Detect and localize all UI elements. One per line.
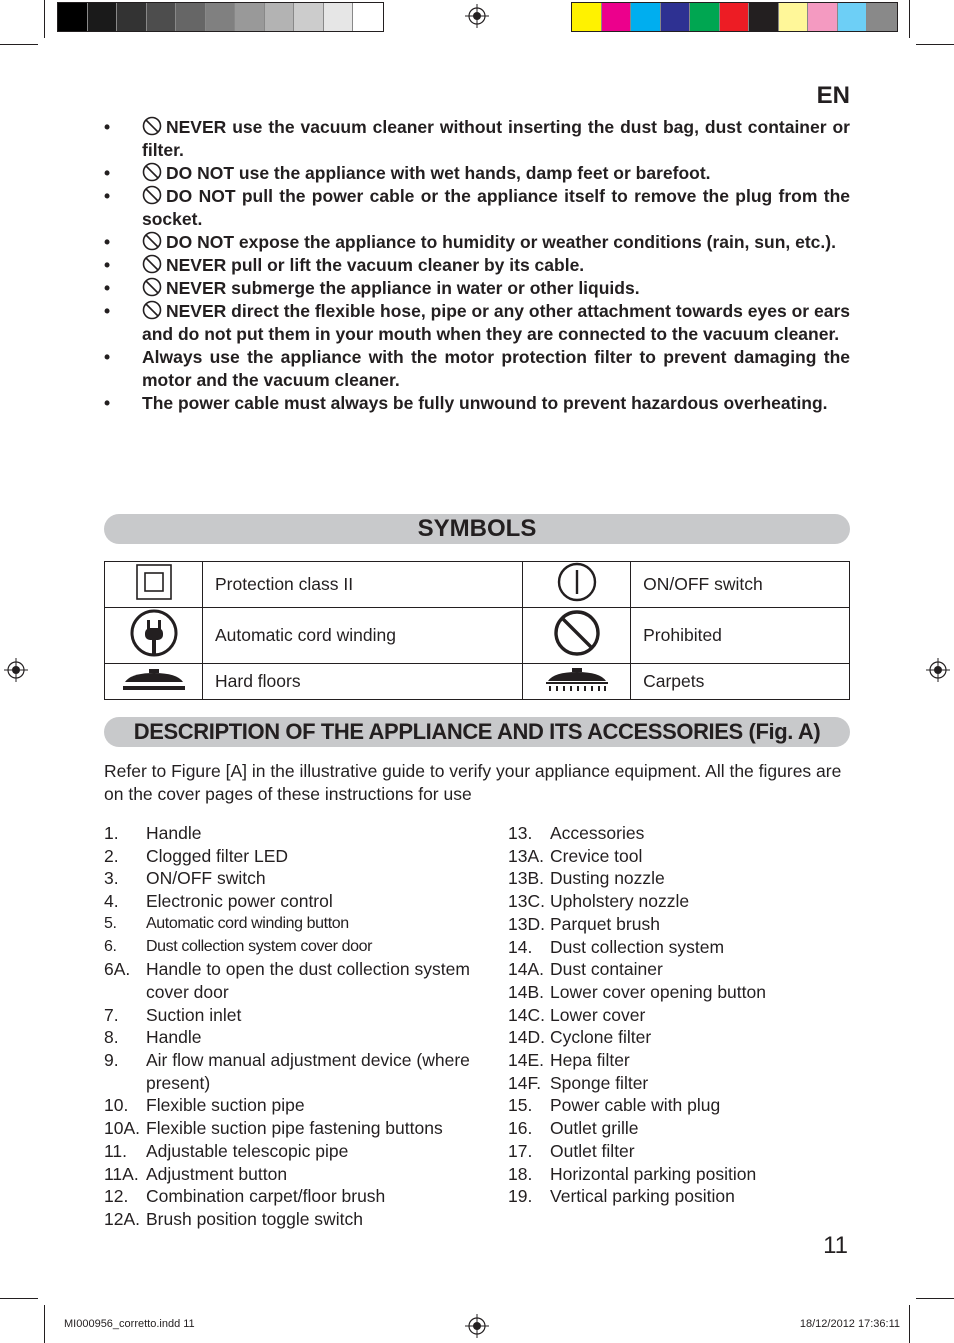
list-item <box>508 958 848 981</box>
color-swatch <box>324 3 354 31</box>
print-timestamp: 18/12/2012 17:36:11 <box>799 1318 900 1330</box>
list-item <box>104 1140 499 1163</box>
cmyk-color-bar <box>571 2 898 32</box>
warning-text: NEVER pull or lift the vacuum cleaner by its cable. <box>166 255 585 275</box>
color-swatch <box>353 3 383 31</box>
item-number: 13D. <box>508 913 545 934</box>
item-number: 14E. <box>508 1050 544 1071</box>
symbols-heading: SYMBOLS <box>104 514 850 544</box>
bullet: • <box>104 163 111 183</box>
bullet: • <box>104 186 111 206</box>
parts-list-right <box>508 822 848 1208</box>
registration-mark-icon <box>465 4 489 28</box>
item-label: Lower cover opening button <box>550 981 766 1002</box>
color-swatch <box>749 3 779 31</box>
list-item <box>104 867 499 890</box>
item-label: Flexible suction pipe fastening buttons <box>146 1118 443 1139</box>
item-number: 14A. <box>508 959 544 980</box>
list-item <box>508 1163 848 1186</box>
list-item <box>508 1117 848 1140</box>
list-item <box>104 1185 499 1208</box>
item-label: Air flow manual adjustment device (where present) <box>146 1050 470 1093</box>
warning-item <box>104 346 850 392</box>
symbols-table <box>104 561 850 700</box>
hard-floor-icon <box>121 666 187 692</box>
color-swatch <box>265 3 295 31</box>
item-label: Dusting nozzle <box>550 868 665 889</box>
symbols-row <box>105 608 850 664</box>
list-item <box>104 1094 499 1117</box>
item-label: Combination carpet/floor brush <box>146 1186 386 1207</box>
crop-mark <box>0 44 38 45</box>
color-swatch <box>867 3 897 31</box>
carpet-icon <box>544 665 610 693</box>
item-label: Suction inlet <box>146 1004 242 1025</box>
bullet: • <box>104 301 111 321</box>
item-number: 4. <box>104 891 119 912</box>
warning-item <box>104 254 850 277</box>
item-number: 1. <box>104 823 119 843</box>
color-swatch <box>720 3 750 31</box>
prohibited-icon <box>142 116 162 136</box>
color-swatch <box>294 3 324 31</box>
item-label: Cyclone filter <box>550 1027 652 1048</box>
warning-item <box>104 277 850 300</box>
list-item <box>508 913 848 936</box>
item-label: Automatic cord winding button <box>146 914 349 932</box>
item-label: Parquet brush <box>550 913 660 934</box>
prohibited-icon <box>142 300 162 320</box>
bullet: • <box>104 232 111 252</box>
item-number: 6A. <box>104 959 131 980</box>
registration-mark-icon <box>465 1314 489 1338</box>
prohibited-icon <box>142 185 162 205</box>
cord-winding-icon <box>129 608 179 658</box>
symbols-row <box>105 664 850 700</box>
item-number: 14. <box>508 936 533 957</box>
item-number: 14F. <box>508 1072 542 1093</box>
bullet: • <box>104 347 111 367</box>
prohibited-icon <box>142 254 162 274</box>
item-number: 11. <box>104 1140 128 1161</box>
item-label: Dust container <box>550 959 663 980</box>
list-item <box>508 1049 848 1072</box>
item-label: Clogged filter LED <box>146 845 289 866</box>
warning-item <box>104 231 850 254</box>
item-label: Handle <box>146 1027 202 1048</box>
item-number: 10A. <box>104 1118 140 1139</box>
list-item <box>104 845 499 868</box>
item-label: Horizontal parking position <box>550 1163 757 1184</box>
prohibited-icon <box>142 277 162 297</box>
warning-text: DO NOT pull the power cable or the appliance itself to remove the plug from the socket. <box>142 186 850 229</box>
protection-class-ii-icon <box>136 564 172 600</box>
list-item <box>104 1117 499 1140</box>
item-label: Brush position toggle switch <box>146 1208 363 1229</box>
symbol-label: Prohibited <box>631 608 850 664</box>
symbols-row <box>105 562 850 608</box>
color-swatch <box>838 3 868 31</box>
item-label: ON/OFF switch <box>146 868 266 889</box>
list-item <box>508 890 848 913</box>
color-swatch <box>235 3 265 31</box>
registration-mark-icon <box>926 658 950 682</box>
bullet: • <box>104 278 111 298</box>
item-label: Flexible suction pipe <box>146 1095 305 1116</box>
item-number: 13B. <box>508 868 544 889</box>
item-label: Crevice tool <box>550 845 643 866</box>
item-number: 3. <box>104 868 119 889</box>
symbol-label: ON/OFF switch <box>631 562 850 608</box>
list-item <box>508 981 848 1004</box>
color-swatch <box>58 3 88 31</box>
list-item <box>104 1026 499 1049</box>
item-label: Sponge filter <box>550 1072 649 1093</box>
item-number: 8. <box>104 1027 119 1048</box>
item-label: Upholstery nozzle <box>550 891 690 912</box>
item-label: Dust collection system <box>550 936 725 957</box>
warning-item <box>104 185 850 231</box>
item-number: 13C. <box>508 891 545 912</box>
list-item <box>104 1049 499 1094</box>
item-number: 13. <box>508 823 533 843</box>
item-number: 13A. <box>508 845 544 866</box>
item-number: 5. <box>104 914 117 932</box>
registration-mark-icon <box>4 658 28 682</box>
color-swatch <box>631 3 661 31</box>
crop-mark <box>916 1298 954 1299</box>
color-swatch <box>88 3 118 31</box>
symbol-label: Hard floors <box>203 664 523 700</box>
bullet: • <box>104 393 111 413</box>
item-number: 10. <box>104 1095 129 1116</box>
warning-item <box>104 392 850 415</box>
item-number: 12. <box>104 1186 129 1207</box>
list-item <box>508 867 848 890</box>
item-label: Accessories <box>550 823 645 843</box>
warning-item <box>104 300 850 346</box>
color-swatch <box>661 3 691 31</box>
list-item <box>104 822 499 845</box>
prohibited-icon <box>142 231 162 251</box>
item-number: 7. <box>104 1004 119 1025</box>
warning-text: NEVER submerge the appliance in water or other liquids. <box>166 278 640 298</box>
list-item <box>508 1026 848 1049</box>
item-label: Dust collection system cover door <box>146 937 373 955</box>
color-swatch <box>690 3 720 31</box>
item-number: 14B. <box>508 981 544 1002</box>
symbol-label: Automatic cord winding <box>203 608 523 664</box>
safety-warnings-list <box>104 116 850 415</box>
warning-text: DO NOT use the appliance with wet hands, damp feet or barefoot. <box>166 163 711 183</box>
item-number: 15. <box>508 1095 533 1116</box>
item-number: 2. <box>104 845 119 866</box>
crop-mark <box>909 1305 910 1343</box>
page-number: 11 <box>823 1232 848 1259</box>
item-label: Power cable with plug <box>550 1095 721 1116</box>
warning-text: NEVER use the vacuum cleaner without inserting the dust bag, dust container or filter. <box>142 117 850 160</box>
file-name: MI000956_corretto.indd 11 <box>64 1318 195 1330</box>
item-label: Handle <box>146 823 202 843</box>
color-swatch <box>808 3 838 31</box>
item-number: 14D. <box>508 1027 545 1048</box>
description-heading: DESCRIPTION OF THE APPLIANCE AND ITS ACCESSORIES (Fig. A) <box>104 717 850 747</box>
on-off-switch-icon <box>557 562 597 602</box>
list-item <box>508 1140 848 1163</box>
list-item <box>508 1004 848 1027</box>
bullet: • <box>104 255 111 275</box>
color-swatch <box>779 3 809 31</box>
list-item <box>104 958 499 1003</box>
list-item <box>508 845 848 868</box>
list-item <box>104 890 499 913</box>
color-swatch <box>117 3 147 31</box>
list-item <box>508 1072 848 1095</box>
list-item <box>104 913 499 936</box>
warning-text: DO NOT expose the appliance to humidity or weather conditions (rain, sun, etc.). <box>166 232 836 252</box>
language-code: EN <box>816 82 850 109</box>
item-number: 6. <box>104 937 117 955</box>
crop-mark <box>909 0 910 38</box>
item-label: Outlet grille <box>550 1118 639 1139</box>
symbol-label: Protection class II <box>203 562 523 608</box>
list-item <box>508 1185 848 1208</box>
list-item <box>508 1094 848 1117</box>
item-label: Handle to open the dust collection system cover door <box>146 959 470 1002</box>
warning-text: Always use the appliance with the motor protection filter to prevent damaging the motor and the vacuum cleaner. <box>142 347 850 390</box>
bullet: • <box>104 117 111 137</box>
prohibited-icon <box>142 162 162 182</box>
item-label: Electronic power control <box>146 891 333 912</box>
list-item <box>104 936 499 959</box>
description-intro: Refer to Figure [A] in the illustrative guide to verify your appliance equipment. All the figures are on the cover pages of these instructions for use <box>104 761 842 804</box>
list-item <box>104 1004 499 1027</box>
warning-item <box>104 162 850 185</box>
warning-item <box>104 116 850 162</box>
warning-text: NEVER direct the flexible hose, pipe or any other attachment towards eyes or ears and do not put them in your mouth when they are connected to the vacuum cleaner. <box>142 301 850 344</box>
item-label: Adjustment button <box>146 1163 288 1184</box>
grayscale-color-bar <box>57 2 384 32</box>
item-number: 18. <box>508 1163 533 1184</box>
item-number: 19. <box>508 1186 533 1207</box>
list-item <box>104 1163 499 1186</box>
warning-text: The power cable must always be fully unwound to prevent hazardous overheating. <box>142 393 828 413</box>
item-number: 11A. <box>104 1163 139 1184</box>
item-label: Outlet filter <box>550 1140 635 1161</box>
item-label: Vertical parking position <box>550 1186 735 1207</box>
symbol-label: Carpets <box>631 664 850 700</box>
item-number: 14C. <box>508 1004 545 1025</box>
crop-mark <box>44 0 45 38</box>
item-number: 9. <box>104 1050 119 1071</box>
color-swatch <box>602 3 632 31</box>
prohibited-icon <box>553 609 601 657</box>
item-number: 12A. <box>104 1208 140 1229</box>
parts-list-left <box>104 822 499 1231</box>
list-item <box>104 1208 499 1231</box>
crop-mark <box>0 1298 38 1299</box>
color-swatch <box>206 3 236 31</box>
crop-mark <box>44 1305 45 1343</box>
item-label: Hepa filter <box>550 1050 630 1071</box>
item-label: Adjustable telescopic pipe <box>146 1140 349 1161</box>
color-swatch <box>147 3 177 31</box>
list-item <box>508 822 848 845</box>
item-label: Lower cover <box>550 1004 646 1025</box>
item-number: 16. <box>508 1118 533 1139</box>
crop-mark <box>916 44 954 45</box>
color-swatch <box>176 3 206 31</box>
color-swatch <box>572 3 602 31</box>
list-item <box>508 936 848 959</box>
item-number: 17. <box>508 1140 533 1161</box>
